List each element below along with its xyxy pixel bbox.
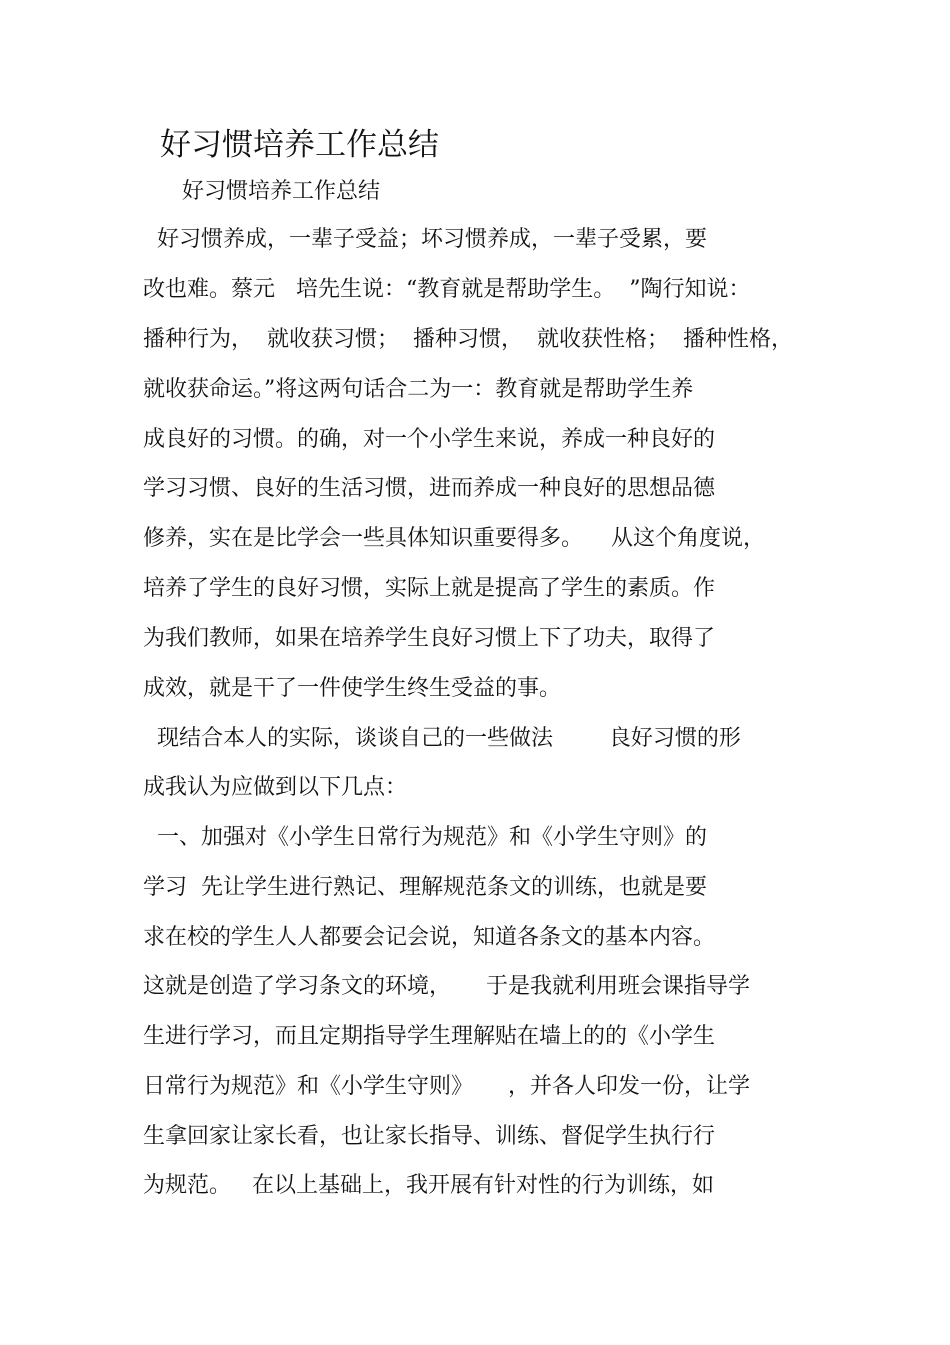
paragraph-line: 培养了学生的良好习惯，实际上就是提高了学生的素质。作 xyxy=(143,576,716,601)
paragraph-line: 生拿回家让家长看，也让家长指导、训练、督促学生执行行 xyxy=(143,1124,716,1149)
paragraph-line: 现结合本人的实际，谈谈自己的一些做法 良好习惯的形 xyxy=(143,726,741,751)
paragraph-line: 改也难。蔡元 培先生说：“教育就是帮助学生。 ”陶行知说： xyxy=(143,277,751,302)
paragraph-line: 修养，实在是比学会一些具体知识重要得多。 从这个角度说， xyxy=(143,526,765,551)
paragraph-line: 学习 先让学生进行熟记、理解规范条文的训练，也就是要 xyxy=(143,875,707,900)
paragraph-line: 这就是创造了学习条文的环境， 于是我就利用班会课指导学 xyxy=(143,974,750,999)
paragraph-line: 就收获命运。”将这两句话合二为一：教育就是帮助学生养 xyxy=(143,377,694,402)
paragraph-line: 求在校的学生人人都要会记会说，知道各条文的基本内容。 xyxy=(143,925,716,950)
paragraph-line: 成我认为应做到以下几点： xyxy=(143,775,408,800)
paragraph-line: 成良好的习惯。的确，对一个小学生来说，养成一种良好的 xyxy=(143,427,716,452)
paragraph-line: 播种行为， 就收获习惯； 播种习惯， 就收获性格； 播种性格， xyxy=(143,327,793,352)
paragraph-line: 生进行学习，而且定期指导学生理解贴在墙上的的《小学生 xyxy=(143,1024,716,1049)
document-subtitle: 好习惯培养工作总结 xyxy=(182,179,381,204)
paragraph-line: 学习习惯、良好的生活习惯，进而养成一种良好的思想品德 xyxy=(143,476,716,501)
paragraph-line: 日常行为规范》和《小学生守则》 ，并各人印发一份，让学 xyxy=(143,1074,750,1099)
paragraph-line: 一、加强对《小学生日常行为规范》和《小学生守则》的 xyxy=(143,825,707,850)
paragraph-line: 为规范。 在以上基础上，我开展有针对性的行为训练，如 xyxy=(143,1173,714,1198)
paragraph-line: 成效，就是干了一件使学生终生受益的事。 xyxy=(143,676,562,701)
paragraph-line: 为我们教师，如果在培养学生良好习惯上下了功夫，取得了 xyxy=(143,626,716,651)
paragraph-line: 好习惯养成，一辈子受益；坏习惯养成，一辈子受累，要 xyxy=(143,227,707,252)
document-title: 好习惯培养工作总结 xyxy=(160,127,439,163)
